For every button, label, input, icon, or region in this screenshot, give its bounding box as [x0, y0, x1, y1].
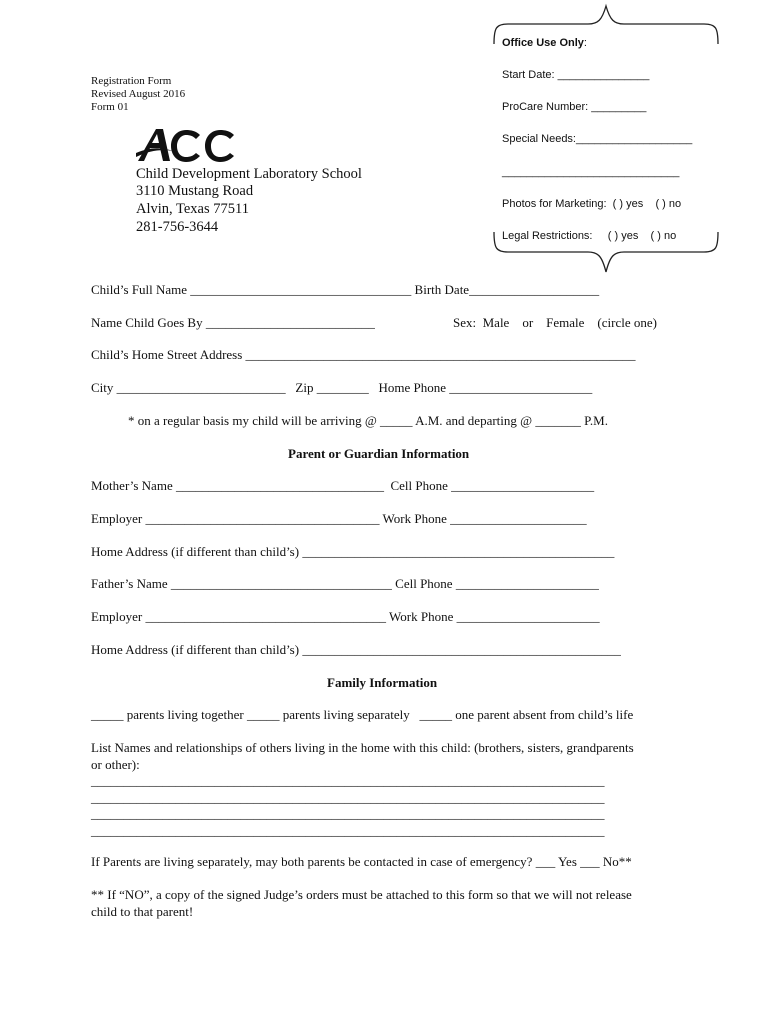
school-city: Alvin, Texas 77511	[136, 201, 249, 217]
school-name: Child Development Laboratory School	[136, 166, 362, 182]
mother-employer-field[interactable]: Employer ____________________________________ Work Phone _____________________	[91, 511, 587, 526]
others-in-home-line[interactable]: _______________________________________________________________________________	[91, 790, 605, 805]
parents-living-status-field[interactable]: _____ parents living together _____ parents living separately _____ one parent absent from child’s life	[91, 707, 634, 722]
others-in-home-line[interactable]: _______________________________________________________________________________	[91, 773, 605, 788]
school-street: 3110 Mustang Road	[136, 183, 254, 199]
others-in-home-label: List Names and relationships of others living in the home with this child: (brothers, sisters, grandparents	[91, 740, 634, 755]
others-in-home-line[interactable]: _______________________________________________________________________________	[91, 806, 605, 821]
sex-field[interactable]: Sex: Male or Female (circle one)	[453, 315, 657, 330]
judge-orders-note: ** If “NO”, a copy of the signed Judge’s orders must be attached to this form so that we will not release	[91, 887, 632, 902]
name-child-goes-by-field[interactable]: Name Child Goes By __________________________	[91, 315, 375, 330]
father-employer-field[interactable]: Employer _____________________________________ Work Phone ______________________	[91, 609, 600, 624]
mother-name-field[interactable]: Mother’s Name ________________________________ Cell Phone ______________________	[91, 478, 595, 493]
mother-home-address-field[interactable]: Home Address (if different than child’s) ________________________________________________	[91, 544, 615, 559]
special-needs-field[interactable]: Special Needs:___________________	[502, 133, 693, 145]
city-zip-phone-field[interactable]: City __________________________ Zip ________ Home Phone ______________________	[91, 380, 593, 395]
father-name-field[interactable]: Father’s Name __________________________________ Cell Phone ______________________	[91, 576, 599, 591]
child-street-address-field[interactable]: Child’s Home Street Address ____________________________________________________________	[91, 347, 636, 362]
form-number: Form 01	[91, 101, 129, 113]
judge-orders-note-cont: child to that parent!	[91, 904, 194, 919]
school-phone: 281-756-3644	[136, 219, 219, 235]
arrival-departure-field[interactable]: * on a regular basis my child will be arriving @ _____ A.M. and departing @ _______ P.M.	[128, 413, 608, 428]
others-in-home-label-cont: or other):	[91, 757, 140, 772]
parent-info-heading: Parent or Guardian Information	[288, 446, 470, 461]
form-revision: Revised August 2016	[91, 88, 186, 100]
photos-marketing-field[interactable]: Photos for Marketing: ( ) yes ( ) no	[502, 198, 682, 210]
office-use-title: Office Use Only:	[502, 37, 587, 49]
acc-logo	[136, 127, 236, 165]
form-title: Registration Form	[91, 75, 172, 87]
others-in-home-line[interactable]: _______________________________________________________________________________	[91, 823, 605, 838]
family-info-heading: Family Information	[327, 675, 438, 690]
procare-number-field[interactable]: ProCare Number: _________	[502, 101, 647, 113]
father-home-address-field[interactable]: Home Address (if different than child’s) _________________________________________________	[91, 642, 621, 657]
special-needs-extra-line[interactable]: _____________________________	[502, 166, 680, 178]
child-full-name-field[interactable]: Child’s Full Name __________________________________ Birth Date____________________	[91, 282, 600, 297]
start-date-field[interactable]: Start Date: _______________	[502, 69, 650, 81]
legal-restrictions-field[interactable]: Legal Restrictions: ( ) yes ( ) no	[502, 230, 677, 242]
emergency-contact-question[interactable]: If Parents are living separately, may both parents be contacted in case of emergency? ___ Yes ___ No**	[91, 854, 632, 869]
